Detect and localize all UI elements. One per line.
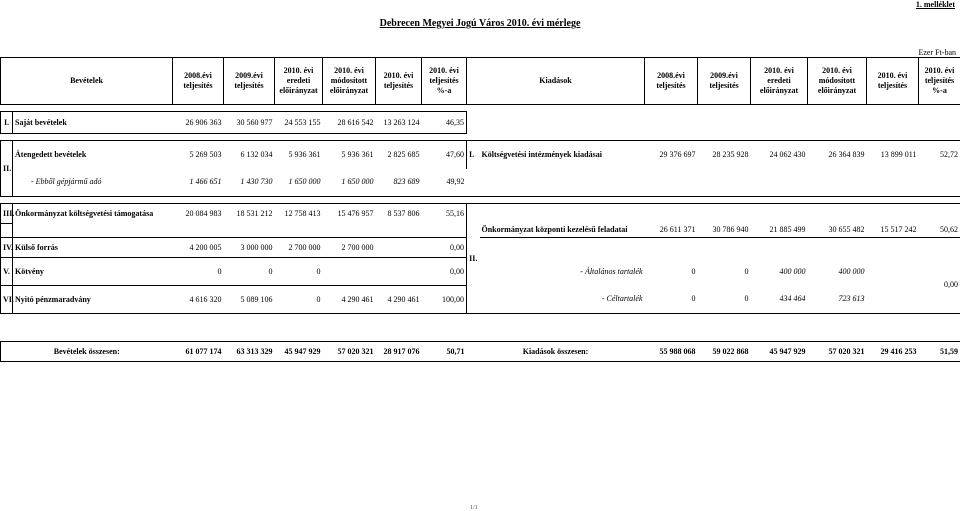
cell: 21 885 499: [769, 225, 806, 235]
cell: 46,35: [422, 112, 467, 134]
page-number: 1/1: [470, 505, 478, 511]
table-row: [1, 141, 960, 169]
cell: 29 376 697: [645, 141, 698, 169]
table-row: [1, 286, 960, 314]
cell: 100,00: [422, 286, 467, 314]
cell: 47,60: [422, 141, 467, 169]
cell: 4 616 320: [173, 286, 224, 314]
row-number: II.: [1, 141, 13, 197]
expense-total-label: Kiadások összesen:: [467, 342, 645, 362]
header-col: 2010. évi teljesítés: [867, 58, 919, 105]
cell: 4 290 461: [376, 286, 422, 314]
cell: 5 269 503: [173, 141, 224, 169]
row-number: VI.: [1, 286, 13, 314]
cell: 28 235 928: [698, 141, 751, 169]
cell: 30 655 482: [828, 225, 865, 235]
header-col: 2009.évi teljesítés: [224, 58, 275, 105]
cell: 0: [645, 286, 698, 314]
row-number: I.: [467, 141, 480, 169]
cell: 723 613: [808, 286, 867, 314]
cell: 12 758 413: [275, 204, 323, 224]
cell: [376, 238, 422, 258]
cell: 2 825 685: [376, 141, 422, 169]
cell: 28 616 542: [323, 112, 376, 134]
cell: 50,62: [919, 224, 960, 238]
header-col: 2009.évi teljesítés: [698, 58, 751, 105]
row-number: III.: [1, 204, 13, 224]
cell: 4 200 005: [173, 238, 224, 258]
balance-table: [0, 57, 960, 314]
row-label: Költségvetési intézmények kiadásai: [480, 141, 645, 169]
totals-table: [0, 341, 960, 362]
header-col: 2010. évi eredeti előirányzat: [751, 58, 808, 105]
header-col: 2010. évi módosított előirányzat: [323, 58, 376, 105]
cell: 0: [275, 286, 323, 314]
table-row: [1, 204, 960, 224]
row-number: I.: [1, 112, 13, 134]
row-label: Kötvény: [13, 258, 173, 286]
cell: 20 084 983: [173, 204, 224, 224]
cell: 823 689: [376, 169, 422, 197]
row-label: Önkormányzat költségvetési támogatása: [13, 204, 173, 224]
cell: 50,71: [422, 342, 467, 362]
table-row: [1, 112, 960, 134]
cell: 4 290 461: [323, 286, 376, 314]
cell: 13 899 011: [867, 141, 919, 169]
header-col: 2010. évi teljesítés %-a: [919, 58, 960, 105]
header-revenue: Bevételek: [1, 58, 173, 105]
cell: 400 000: [838, 266, 865, 276]
cell: 30 786 940: [712, 225, 749, 235]
cell: 0: [744, 266, 749, 276]
cell: 29 416 253: [867, 342, 919, 362]
cell: 13 263 124: [376, 112, 422, 134]
cell: 26 611 371: [659, 225, 696, 235]
cell: 3 000 000: [224, 238, 275, 258]
cell: 57 020 321: [808, 342, 867, 362]
cell: 24 553 155: [275, 112, 323, 134]
cell: 18 531 212: [224, 204, 275, 224]
row-label: Átengedett bevételek: [13, 141, 173, 169]
cell: 5 089 106: [224, 286, 275, 314]
header-col: 2010. évi módosított előirányzat: [808, 58, 867, 105]
cell: 1 650 000: [323, 169, 376, 197]
revenue-total-label: Bevételek összesen:: [1, 342, 173, 362]
row-number: V.: [1, 258, 13, 286]
cell: 28 917 076: [376, 342, 422, 362]
cell: 2 700 000: [275, 238, 323, 258]
row-label: Önkormányzat központi kezelésű feladatai: [481, 225, 628, 235]
cell: 0,00: [422, 238, 467, 258]
cell: 52,72: [919, 141, 960, 169]
row-label: - Általános tartalék: [580, 266, 643, 276]
cell: 1 430 730: [224, 169, 275, 197]
cell: 0,00: [422, 258, 467, 286]
header-col: 2010. évi teljesítés %-a: [422, 58, 467, 105]
header-col: 2008.évi teljesítés: [173, 58, 224, 105]
row-number: II.: [467, 204, 480, 314]
cell: 61 077 174: [173, 342, 224, 362]
cell: 0: [224, 258, 275, 286]
cell: 0: [173, 258, 224, 286]
cell: 6 132 034: [224, 141, 275, 169]
cell: 55 988 068: [645, 342, 698, 362]
annex-label: 1. melléklet: [915, 0, 955, 9]
cell: 15 517 242: [880, 225, 917, 235]
row-label: - Ebből gépjármű adó: [13, 169, 173, 197]
cell: 8 537 806: [376, 204, 422, 224]
table-row: [1, 224, 960, 238]
table-row: [1, 238, 960, 258]
cell: 0: [275, 258, 323, 286]
cell: 45 947 929: [275, 342, 323, 362]
cell: 45 947 929: [751, 342, 808, 362]
cell: [323, 258, 376, 286]
cell: 400 000: [779, 266, 806, 276]
cell: 1 466 651: [173, 169, 224, 197]
row-label: Külső forrás: [13, 238, 173, 258]
header-col: 2010. évi eredeti előirányzat: [275, 58, 323, 105]
cell: 5 936 361: [275, 141, 323, 169]
cell: 55,16: [422, 204, 467, 224]
cell: 51,59: [919, 342, 960, 362]
header-col: 2010. évi teljesítés: [376, 58, 422, 105]
header-row: [1, 58, 960, 105]
cell: 1 650 000: [275, 169, 323, 197]
header-col: 2008.évi teljesítés: [645, 58, 698, 105]
cell: 63 313 329: [224, 342, 275, 362]
cell: 24 062 430: [751, 141, 808, 169]
cell: 30 560 977: [224, 112, 275, 134]
cell: 0: [691, 266, 696, 276]
cell: 57 020 321: [323, 342, 376, 362]
cell: 2 700 000: [323, 238, 376, 258]
row-label: Saját bevételek: [13, 112, 173, 134]
cell: 0,00: [919, 258, 960, 314]
page-title: Debrecen Megyei Jogú Város 2010. évi mérlege: [379, 18, 581, 29]
unit-label: Ezer Ft-ban: [918, 48, 956, 57]
cell: 5 936 361: [323, 141, 376, 169]
cell: 434 464: [751, 286, 808, 314]
header-expense: Kiadások: [467, 58, 645, 105]
table-row: [1, 258, 960, 286]
row-label: Nyitó pénzmaradvány: [13, 286, 173, 314]
cell: 26 364 839: [808, 141, 867, 169]
table-row: [1, 169, 960, 197]
totals-row: [1, 342, 960, 362]
cell: [376, 258, 422, 286]
row-label: - Céltartalék: [480, 286, 645, 314]
cell: 59 022 868: [698, 342, 751, 362]
cell: 0: [698, 286, 751, 314]
cell: 49,92: [422, 169, 467, 197]
cell: 15 476 957: [323, 204, 376, 224]
row-number: IV.: [1, 238, 13, 258]
cell: 26 906 363: [173, 112, 224, 134]
